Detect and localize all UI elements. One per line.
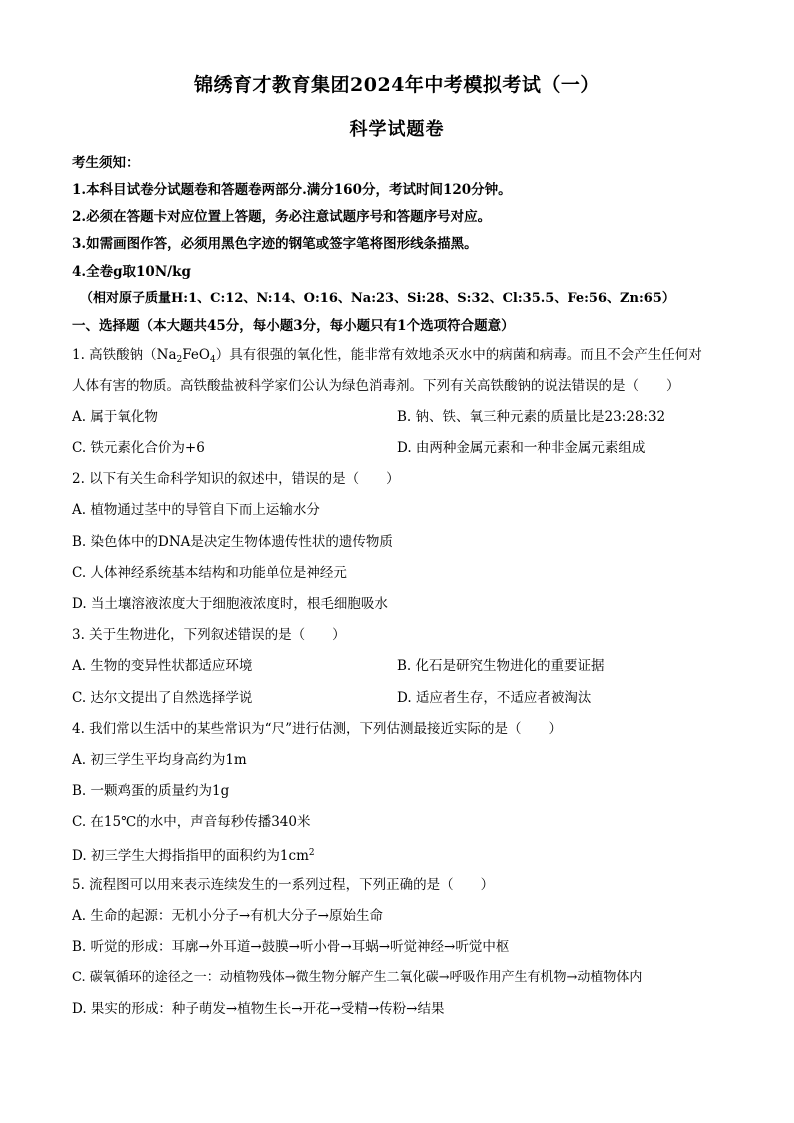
question-3-option-b: B. 化石是研究生物进化的重要证据 — [397, 658, 605, 674]
question-4-option-b: B. 一颗鸡蛋的质量约为1g — [72, 783, 230, 799]
question-5-option-c: C. 碳氧循环的途径之一：动植物残体→微生物分解产生二氧化碳→呼吸作用产生有机物→动植物体内 — [72, 970, 643, 985]
question-2-stem: 2. 以下有关生命科学知识的叙述中，错误的是（ ） — [72, 471, 400, 487]
notice-heading: 考生须知： — [72, 155, 140, 171]
question-1-option-c: C. 铁元素化合价为+6 — [72, 440, 205, 456]
notice-item-2: 2.必须在答题卡对应位置上答题，务必注意试题序号和答题序号对应。 — [72, 209, 492, 225]
question-3-stem: 3. 关于生物进化，下列叙述错误的是（ ） — [72, 627, 346, 643]
question-4-stem: 4. 我们常以生活中的某些常识为“尺”进行估测，下列估测最接近实际的是（ ） — [72, 721, 562, 737]
page-subtitle: 科学试题卷 — [349, 119, 445, 140]
question-2-option-b: B. 染色体中的DNA是决定生物体遗传性状的遗传物质 — [72, 534, 393, 550]
question-1-option-d: D. 由两种金属元素和一种非金属元素组成 — [397, 440, 646, 456]
question-5-option-d: D. 果实的形成：种子萌发→植物生长→开花→受精→传粉→结果 — [72, 1001, 445, 1017]
question-2-option-c: C. 人体神经系统基本结构和功能单位是神经元 — [72, 565, 347, 581]
question-5-option-a: A. 生命的起源：无机小分子→有机大分子→原始生命 — [72, 908, 383, 924]
question-2-option-d: D. 当土壤溶液浓度大于细胞液浓度时，根毛细胞吸水 — [72, 596, 388, 612]
notice-item-3: 3.如需画图作答，必须用黑色字迹的钢笔或签字笔将图形线条描黑。 — [72, 236, 478, 252]
section-heading: 一、选择题（本大题共45分，每小题3分，每小题只有1个选项符合题意） — [72, 318, 515, 334]
question-4-option-d: D. 初三学生大拇指指甲的面积约为$1cm^2$ — [72, 848, 315, 864]
question-2-option-a: A. 植物通过茎中的导管自下而上运输水分 — [72, 502, 320, 518]
notice-item-4: 4.全卷g取10N/kg — [72, 264, 191, 280]
question-1-stem-cont: 人体有害的物质。高铁酸盐被科学家们公认为绿色消毒剂。下列有关高铁酸钠的说法错误的是（ ） — [72, 378, 680, 394]
question-3-option-c: C. 达尔文提出了自然选择学说 — [72, 690, 253, 706]
atomic-mass-note: （相对原子质量H:1、C:12、N:14、O:16、Na:23、Si:28、S:32、Cl:35.5、Fe:56、Zn:65） — [80, 291, 675, 306]
page-title: 锦绣育才教育集团2024年中考模拟考试（一） — [194, 74, 600, 96]
question-4-option-c: C. 在15℃的水中，声音每秒传播340米 — [72, 814, 311, 830]
question-3-option-a: A. 生物的变异性状都适应环境 — [72, 658, 253, 674]
question-4-option-a: A. 初三学生平均身高约为1m — [72, 752, 247, 768]
question-3-option-d: D. 适应者生存，不适应者被淘汰 — [397, 690, 592, 706]
notice-item-1: 1.本科目试卷分试题卷和答题卷两部分.满分160分，考试时间120分钟。 — [72, 182, 512, 198]
question-1-option-a: A. 属于氧化物 — [72, 409, 158, 425]
question-5-option-b: B. 听觉的形成：耳廓→外耳道→鼓膜→听小骨→耳蜗→听觉神经→听觉中枢 — [72, 939, 510, 955]
question-1-option-b: B. 钠、铁、氧三种元素的质量比是23:28:32 — [397, 409, 666, 425]
question-5-stem: 5. 流程图可以用来表示连续发生的一系列过程，下列正确的是（ ） — [72, 877, 495, 893]
question-1-stem: 1. 高铁酸钠$(Na_2FeO_4)$具有很强的氧化性，能非常有效地杀灭水中的病菌和病毒。而且不会产生任何对 — [72, 347, 702, 365]
